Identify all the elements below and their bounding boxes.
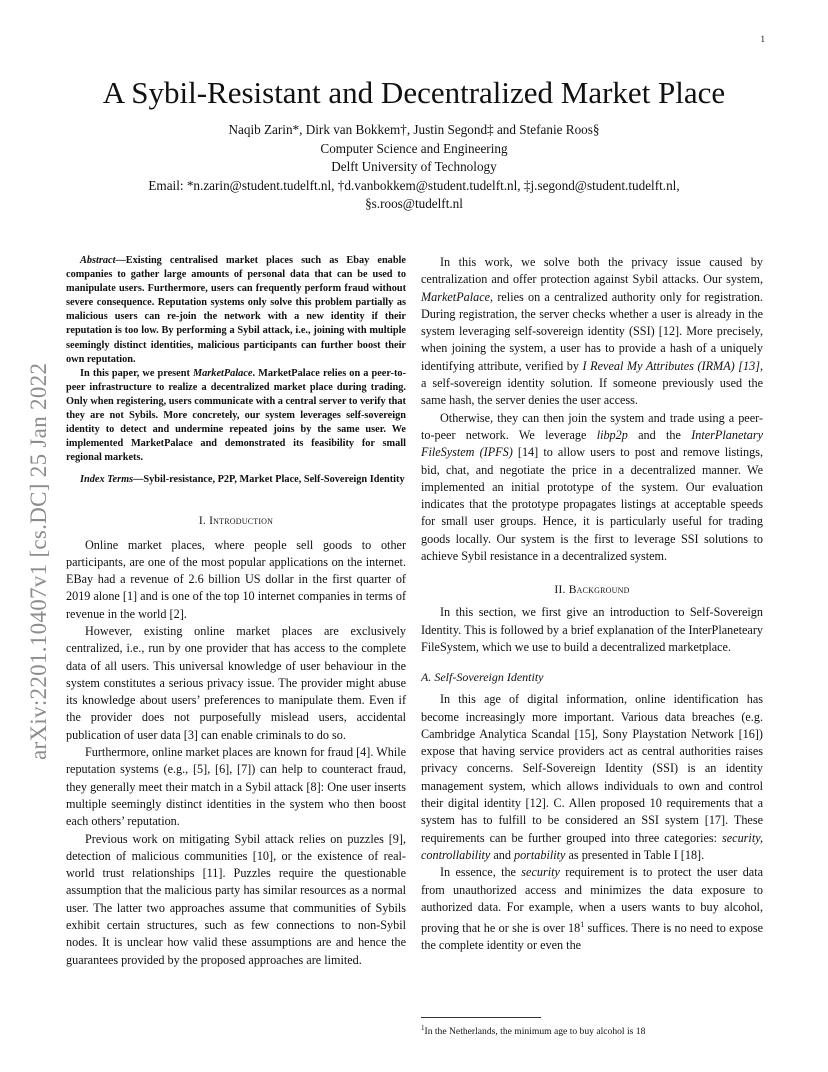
ssi-p2-text-a: In essence, the <box>440 865 522 880</box>
right-p2-ipfs: InterPlanetary FileSystem (IPFS) <box>421 427 763 460</box>
section-heading-introduction <box>66 514 406 527</box>
arxiv-stamp: arXiv:2201.10407v1 [cs.DC] 25 Jan 2022 <box>26 362 51 760</box>
abstract-label: Abstract <box>80 255 116 266</box>
right-p1-text-b: , relies on a centralized authority only for registration. During registration, the server checks whether a user is already in the system leveraging self-sovereign identity (SSI) [12]. More precisely, when joining the system, a user has to provide a hash of a uniquely identifying attribute, verified by <box>421 289 763 373</box>
email-line: Email: *n.zarin@student.tudelft.nl, †d.vanbokkem@student.tudelft.nl, ‡j.segond@student.tudelft.nl, <box>148 177 680 193</box>
index-terms-text: —Sybil-resistance, P2P, Market Place, Self-Sovereign Identity <box>133 474 405 486</box>
section-heading-introduction-text: I. Introduction <box>198 513 274 527</box>
right-p2-text-b: and the <box>627 427 692 442</box>
intro-paragraph-3: Furthermore, online market places are known for fraud [4]. While reputation systems (e.g., [5], [6], [7]) can help to counteract fraud, they generally meet their match in a Sybil attack [8]: One user inserts multiple seemingly distinct identities in the system who then boost each others’ reputation. <box>66 745 406 829</box>
ssi-p2-security: security <box>521 865 560 880</box>
right-column <box>421 254 763 955</box>
right-paragraph-1 <box>421 254 763 410</box>
right-paragraph-2 <box>421 410 763 566</box>
intro-paragraph-2: However, existing online market places are exclusively centralized, i.e., run by one provider that has access to the complete data of all users. This universal knowledge of user behaviour in the system constitutes a serious privacy issue. The provider might abuse its knowledge about users’ preferences to manipulate them. Even if the provider does not purposefully mislead users, accidental publication of user data [3] can enable criminals to do so. <box>66 623 406 742</box>
footnote-rule <box>421 1017 541 1018</box>
right-p1-system-name: MarketPalace <box>421 289 491 304</box>
abstract-paragraph-2 <box>66 367 406 466</box>
email-line-2: §s.roos@tudelft.nl <box>365 196 463 211</box>
ssi-p1-text-c: as presented in Table I [18]. <box>565 847 705 862</box>
right-p1-irma: I Reveal My Attributes (IRMA) [13] <box>582 358 760 373</box>
intro-paragraph-4: Previous work on mitigating Sybil attack relies on puzzles [9], detection of malicious communities [10], or the existence of real-world trust relationships [11]. Puzzles require the questionable assumption that the malicious party has similar resources as a normal user. The latter two approaches assume that communities of Sybils exhibit certain structures, such as few connections to non-Sybil nodes. It is unclear how valid these assumptions are and hence the guarantees provided by the proposed approaches are limited. <box>66 831 406 967</box>
right-p1-text-c: , a self-sovereign identity solution. If someone previously used the same hash, the server denies the user access. <box>421 358 763 408</box>
right-p2-text-c: [14] to allow users to post and remove listings, bid, chat, and negotiate the price in a decentralized manner. We implemented an initial prototype of the system. Our evaluation indicates that the prototype propagates listings at acceptable speeds for small user groups. Hence, it is particularly useful for trading goods locally. Our system is the first to leverage SSI solutions to achieve Sybil resistance in a decentralized system. <box>421 445 763 564</box>
right-p1-text-a: In this work, we solve both the privacy issue caused by centralization and offer protection against Sybil attacks. Our system, <box>421 255 763 287</box>
paper-title: A Sybil-Resistant and Decentralized Market Place <box>102 75 726 110</box>
footnote-reference: 1 <box>580 920 585 930</box>
ssi-paragraph-2 <box>421 864 763 955</box>
right-p2-libp2p: libp2p <box>596 427 628 442</box>
index-terms <box>66 473 406 487</box>
index-terms-label: Index Terms <box>80 474 134 486</box>
abstract-text-2-start: In this paper, we present <box>80 367 193 379</box>
university: Delft University of Technology <box>331 159 497 174</box>
ssi-paragraph-1 <box>421 691 763 864</box>
ssi-p2-text-c: suffices. There is no need to expose the complete identity or even the <box>421 921 763 953</box>
page-number: 1 <box>760 34 765 44</box>
section-heading-background-text: II. Background <box>554 583 630 597</box>
abstract <box>66 254 406 488</box>
right-p2-text-a: Otherwise, they can then join the system and trade using a peer-to-peer network. We leverage <box>421 410 763 442</box>
ssi-p1-text-b: and <box>490 847 514 862</box>
background-paragraph-1: In this section, we first give an introduction to Self-Sovereign Identity. This is followed by a brief explanation of the InterPlaneteary FileSystem, which we use to build a decentralized marketplace. <box>421 605 763 654</box>
abstract-text-2-rest: . MarketPalace relies on a peer-to-peer infrastructure to realize a decentralized market place during trading. Only when registering, users communicate with a central server to verify that they are not Sybils. More concretely, our system leverages self-sovereign identity to detect and undermine repeated joins by the same user. We implemented MarketPalace and demonstrated its feasibility for small regional markets. <box>66 367 406 464</box>
footnote <box>421 1022 763 1038</box>
abstract-system-name: MarketPalace <box>192 367 253 379</box>
abstract-paragraph-1 <box>66 254 406 367</box>
ssi-p1-portability: portability <box>513 847 566 862</box>
ssi-p1-text-a: In this age of digital information, online identification has become increasingly more important. Various data breaches (e.g. Cambridge Analytica Scandal [15], Sony Playstation Network [16]) expose that having service providers act as central authorities raises privacy concerns. Self-Sovereign Identity (SSI) is an identity management system, which allows individuals to own and control their digital identity [12]. C. Allen proposed 10 requirements that a system has to fulfill to be considered an SSI system [17]. These requirements can be further grouped into three categories: <box>421 692 763 845</box>
author-names: Naqib Zarin*, Dirk van Bokkem†, Justin Segond‡ and Stefanie Roos§ <box>228 122 600 137</box>
subsection-heading-ssi: A. Self-Sovereign Identity <box>421 670 544 685</box>
section-heading-background <box>421 583 763 596</box>
ssi-p2-text-b: requirement is to protect the user data from unauthorized access and minimizes the data exposure to authorized data. For example, when a users wants to buy alcohol, proving that he or she is over 18 <box>421 865 763 936</box>
left-column <box>66 254 406 969</box>
ssi-p1-categories: security, controllability <box>421 830 763 862</box>
author-block <box>60 121 768 214</box>
intro-paragraph-1: Online market places, where people sell goods to other participants, are one of the most popular applications on the internet. EBay had a revenue of 2.6 billion US dollar in the first quarter of 2019 alone [1] and is one of the top 10 internet companies in terms of revenue in the world [2]. <box>66 537 406 621</box>
footnote-text: In the Netherlands, the minimum age to buy alcohol is 18 <box>424 1026 646 1038</box>
footnote-mark: 1 <box>421 1024 425 1032</box>
department: Computer Science and Engineering <box>320 140 508 156</box>
abstract-text-1: —Existing centralised market places such as Ebay enable companies to gather large amounts of personal data that can be used to manipulate users. Furthermore, users can frequently perform fraud without severe consequence. Reputation systems only solve this problem partially as malicious users can re-join the network with a new identity if their reputation is too low. By performing a Sybil attack, i.e., joining with multiple seemingly distinct identities, malicious participants can further boost their own reputation. <box>66 255 406 365</box>
